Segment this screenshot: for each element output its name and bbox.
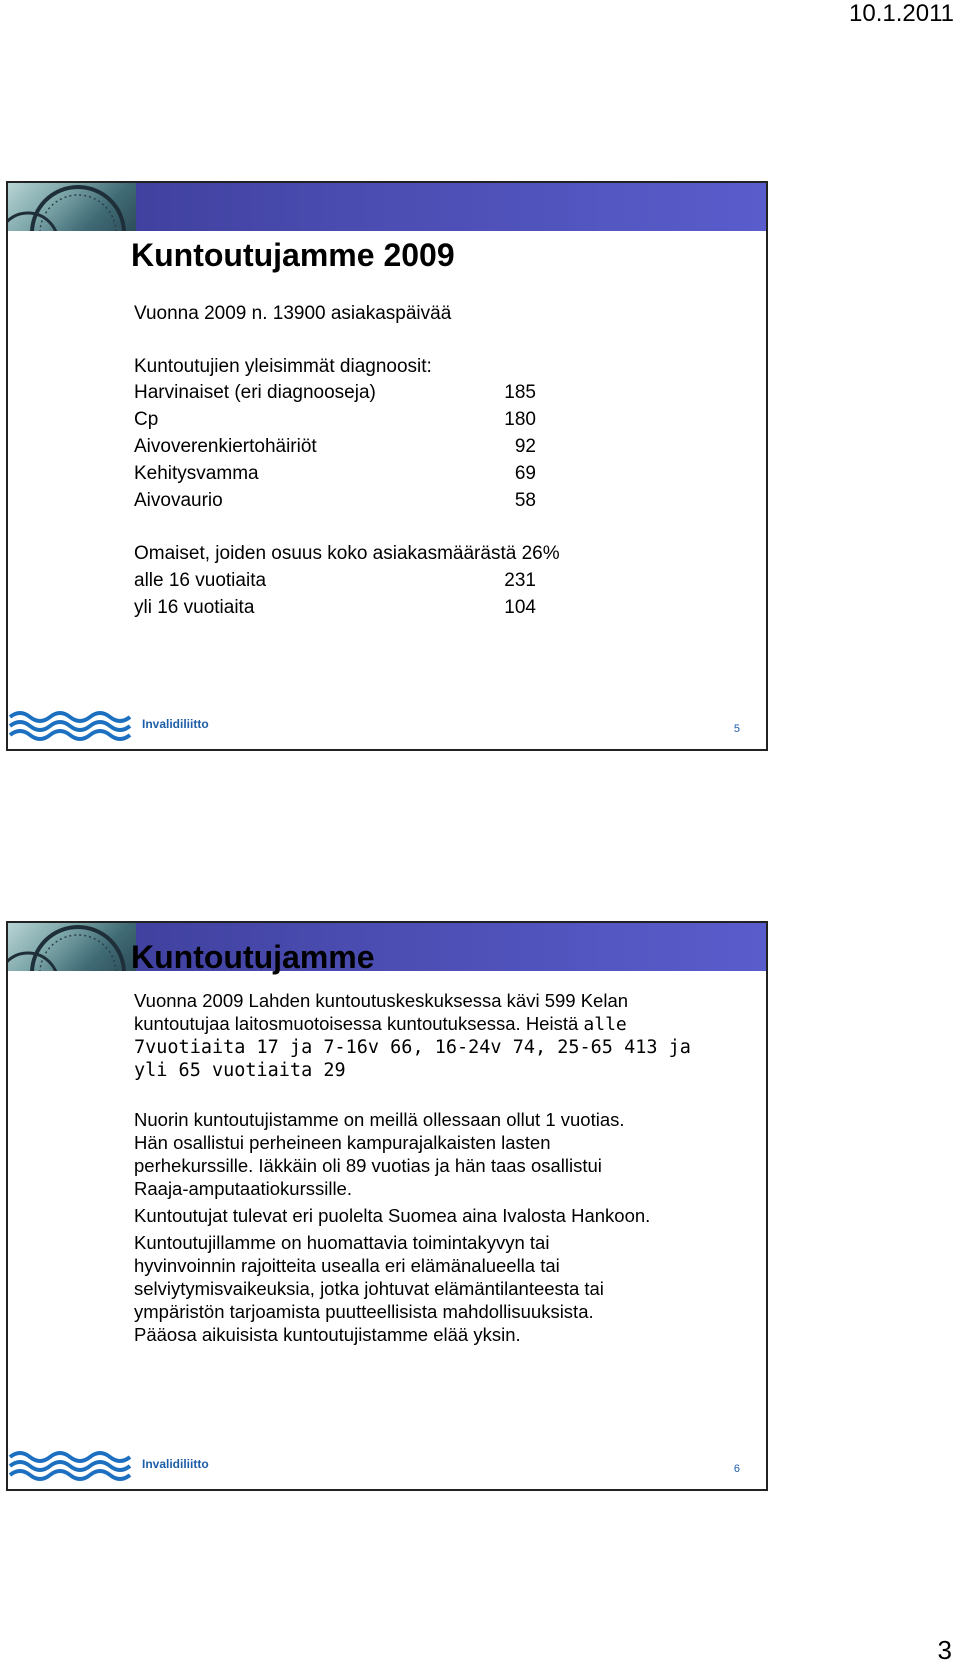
slide-banner	[8, 183, 766, 231]
paragraph-line: Hän osallistui perheineen kampurajalkaisten lasten	[134, 1132, 551, 1153]
slide-footer	[8, 703, 766, 749]
paragraph-line: selviytymisvaikeuksia, jotka johtuvat elämäntilanteesta tai	[134, 1278, 604, 1299]
slide-title: Kuntoutujamme	[131, 939, 375, 975]
slide-6	[6, 921, 768, 1491]
diagnosis-row	[134, 407, 560, 434]
relatives-value: 231	[504, 569, 536, 591]
slide-5	[6, 181, 768, 751]
page-number: 3	[937, 1635, 952, 1665]
slide-footer	[8, 1443, 766, 1489]
relatives-row	[134, 568, 560, 595]
paragraph-line: hyvinvoinnin rajoitteita usealla eri elämänalueella tai	[134, 1255, 560, 1276]
diagnosis-row	[134, 461, 560, 488]
diagnosis-label: Aivovaurio	[134, 490, 223, 511]
relatives-heading: Omaiset, joiden osuus koko asiakasmäärästä 26%	[134, 543, 560, 564]
paragraph-line: Kuntoutujillamme on huomattavia toimintakyvyn tai	[134, 1232, 550, 1253]
paragraph-line: kuntoutujaa laitosmuotoisessa kuntoutuksessa. Heistä alle	[134, 1013, 627, 1035]
diagnosis-label: Kehitysvamma	[134, 463, 259, 484]
relatives-label: alle 16 vuotiaita	[134, 569, 267, 591]
slide-number: 5	[733, 723, 740, 735]
invalidiliitto-logo-icon	[8, 1449, 132, 1483]
diagnosis-value: 92	[514, 436, 536, 457]
diagnosis-row	[134, 434, 560, 461]
diagnosis-value: 180	[504, 409, 536, 430]
diagnosis-label: Cp	[134, 409, 159, 430]
org-name: Invalidiliitto	[142, 717, 209, 731]
org-name: Invalidiliitto	[142, 1457, 209, 1471]
diagnosis-row	[134, 488, 560, 515]
intro-text: Vuonna 2009 n. 13900 asiakaspäivää	[134, 303, 452, 324]
diagnosis-value: 69	[514, 463, 536, 484]
paragraph-line: Vuonna 2009 Lahden kuntoutuskeskuksessa kävi 599 Kelan	[134, 990, 629, 1011]
page-date: 10.1.2011	[849, 0, 954, 27]
slide-banner	[8, 923, 766, 971]
relatives-row	[134, 595, 560, 622]
diagnosis-row	[134, 380, 560, 407]
slide-body	[134, 989, 691, 1346]
diagnosis-value: 58	[514, 490, 536, 511]
slide-body	[134, 301, 560, 622]
diagnosis-label: Harvinaiset (eri diagnooseja)	[134, 382, 376, 403]
paragraph-line: Nuorin kuntoutujistamme on meillä ollessaan ollut 1 vuotias.	[134, 1109, 625, 1130]
invalidiliitto-logo-icon	[8, 709, 132, 743]
paragraph-line: Pääosa aikuisista kuntoutujistamme elää yksin.	[134, 1324, 521, 1345]
wheelchair-photo	[8, 923, 136, 971]
diagnosis-label: Aivoverenkiertohäiriöt	[134, 436, 317, 457]
diagnosis-value: 185	[504, 382, 536, 403]
paragraph-line: Kuntoutujat tulevat eri puolelta Suomea aina Ivalosta Hankoon.	[134, 1205, 651, 1226]
paragraph-line: yli 65 vuotiaita 29	[134, 1060, 346, 1081]
paragraph-line: perhekurssille. Iäkkäin oli 89 vuotias ja hän taas osallistui	[134, 1155, 602, 1176]
relatives-value: 104	[504, 596, 536, 618]
slide-title: Kuntoutujamme 2009	[131, 237, 455, 273]
paragraph-line: 7vuotiaita 17 ja 7-16v 66, 16-24v 74, 25-65 413 ja	[134, 1037, 691, 1058]
slide-number: 6	[733, 1463, 740, 1475]
relatives-label: yli 16 vuotiaita	[134, 596, 255, 618]
wheelchair-photo	[8, 183, 136, 231]
diagnoses-heading: Kuntoutujien yleisimmät diagnoosit:	[134, 355, 432, 377]
paragraph-line: ympäristön tarjoamista puutteellisista mahdollisuuksista.	[134, 1301, 594, 1322]
paragraph-line: Raaja-amputaatiokurssille.	[134, 1178, 352, 1199]
